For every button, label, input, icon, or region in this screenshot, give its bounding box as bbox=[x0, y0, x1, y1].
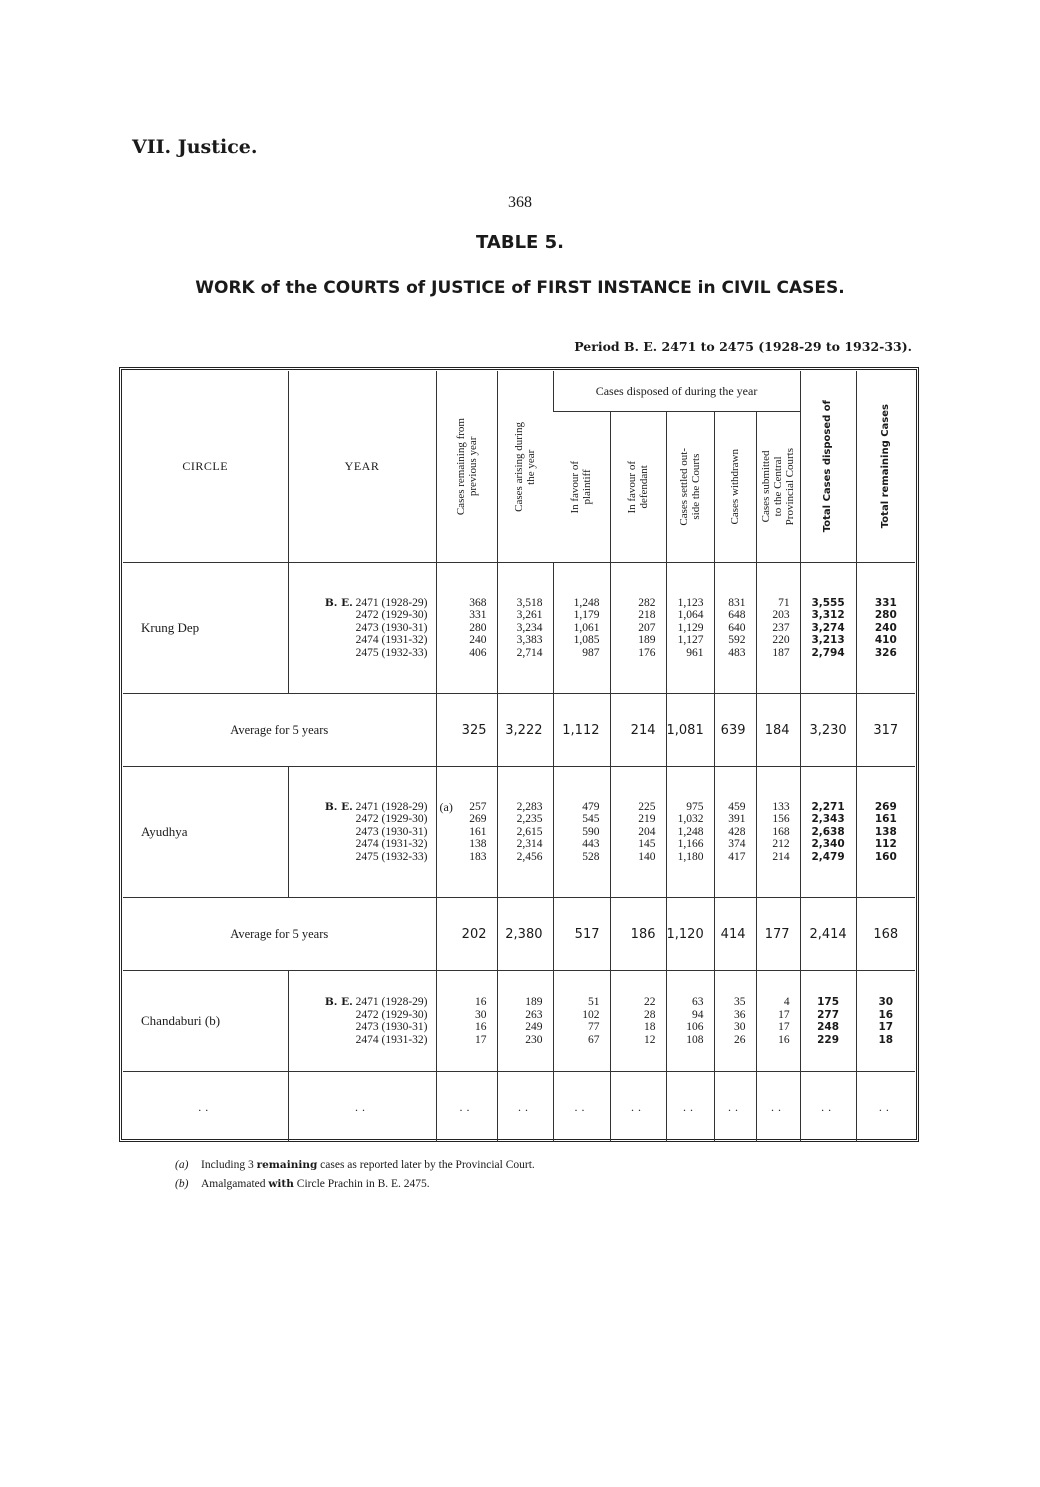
cell-value: 17 bbox=[778, 1021, 790, 1033]
col-arising bbox=[497, 767, 553, 898]
cell-value: 176 bbox=[638, 646, 656, 659]
cell-value: 51 bbox=[588, 996, 600, 1008]
col-submitted bbox=[756, 563, 800, 694]
circle-name: Chandaburi (b) bbox=[141, 1013, 221, 1028]
col-total-disposed bbox=[800, 971, 856, 1072]
cell-value: 2,283 bbox=[516, 800, 543, 813]
average-settled: 1,120 bbox=[666, 898, 714, 971]
cell-value: 1,179 bbox=[573, 609, 600, 622]
cell-value: 2,340 bbox=[811, 838, 845, 851]
header-settled-outside: Cases settled out- side the Courts bbox=[666, 412, 714, 563]
cell-value: 229 bbox=[817, 1033, 840, 1046]
cell-value: 225 bbox=[638, 800, 656, 813]
average-arising: 2,380 bbox=[497, 898, 553, 971]
cell-value: 16 bbox=[878, 1008, 894, 1021]
year-entry bbox=[289, 1034, 428, 1047]
cell-value: 35 bbox=[734, 996, 746, 1008]
average-remaining: 325 bbox=[436, 694, 497, 767]
footnotes bbox=[175, 1156, 535, 1194]
cell-value: 12 bbox=[644, 1033, 656, 1046]
col-defendant bbox=[610, 767, 666, 898]
average-submitted: 184 bbox=[756, 694, 800, 767]
average-row bbox=[123, 694, 915, 767]
year-entry bbox=[289, 996, 428, 1009]
header-remaining-from-previous: Cases remaining from previous year bbox=[436, 371, 497, 563]
empty-cell: .. bbox=[666, 1072, 714, 1143]
header-submitted-central: Cases submitted to the Central Provincial Courts bbox=[756, 412, 800, 563]
col-total-disposed bbox=[800, 767, 856, 898]
cell-value: 17 bbox=[778, 1008, 790, 1021]
cell-value: 18 bbox=[878, 1033, 894, 1046]
average-remaining: 202 bbox=[436, 898, 497, 971]
average-plaintiff: 1,112 bbox=[553, 694, 610, 767]
cell-value: 648 bbox=[728, 609, 746, 622]
cell-value: 280 bbox=[469, 621, 487, 634]
cell-value: 417 bbox=[728, 850, 746, 863]
empty-cell: .. bbox=[856, 1072, 915, 1143]
cell-value: 138 bbox=[469, 838, 487, 851]
year-value: 2473 (1930-31) bbox=[355, 825, 428, 838]
cell-value: 2,235 bbox=[516, 813, 543, 826]
section-heading: VII. Justice. bbox=[132, 136, 258, 158]
cell-value: 269 bbox=[469, 813, 487, 826]
header-disposed-group: Cases disposed of during the year bbox=[553, 371, 800, 412]
cell-value: 391 bbox=[728, 813, 746, 826]
cell-value: 1,061 bbox=[573, 621, 600, 634]
year-value: 2472 (1929-30) bbox=[355, 609, 428, 622]
cell-value: 2,714 bbox=[516, 646, 543, 659]
cell-value: 479 bbox=[582, 800, 600, 813]
cell-value: 1,064 bbox=[677, 609, 704, 622]
empty-row bbox=[123, 1072, 915, 1143]
cell-value: 961 bbox=[686, 646, 704, 659]
cell-value: 2,794 bbox=[811, 646, 845, 659]
cell-value: 3,383 bbox=[516, 634, 543, 647]
average-label: Average for 5 years bbox=[123, 898, 436, 971]
cell-value: 140 bbox=[638, 850, 656, 863]
note-mark: (a) bbox=[439, 799, 453, 814]
cell-value: 428 bbox=[728, 825, 746, 838]
cell-value: 145 bbox=[638, 838, 656, 851]
cell-value: 214 bbox=[772, 850, 790, 863]
circle-row bbox=[123, 971, 915, 1072]
col-total-remaining bbox=[856, 971, 915, 1072]
cell-value: 218 bbox=[638, 609, 656, 622]
col-remaining bbox=[436, 767, 497, 898]
cell-value: 28 bbox=[644, 1008, 656, 1021]
col-arising bbox=[497, 971, 553, 1072]
col-plaintiff bbox=[553, 971, 610, 1072]
cell-value: 1,123 bbox=[677, 596, 704, 609]
cell-value: 406 bbox=[469, 646, 487, 659]
cell-value: 2,615 bbox=[516, 825, 543, 838]
empty-cell: .. bbox=[497, 1072, 553, 1143]
cell-value: 17 bbox=[878, 1021, 894, 1033]
footnote-a: (a) Including 3 remaining cases as reported later by the Provincial Court. bbox=[175, 1156, 535, 1175]
cell-value: 1,129 bbox=[677, 621, 704, 634]
year-entry bbox=[289, 647, 428, 660]
year-value: 2475 (1932-33) bbox=[355, 646, 428, 659]
cell-value: 2,638 bbox=[811, 825, 845, 838]
col-defendant bbox=[610, 971, 666, 1072]
col-total-remaining bbox=[856, 767, 915, 898]
cell-value: 331 bbox=[874, 596, 897, 609]
cell-value: 1,166 bbox=[677, 838, 704, 851]
cell-value: 207 bbox=[638, 621, 656, 634]
cell-value: 368 bbox=[469, 596, 487, 609]
cell-value: 161 bbox=[469, 825, 487, 838]
col-submitted bbox=[756, 971, 800, 1072]
cell-value: 240 bbox=[874, 621, 897, 634]
cell-value: 1,248 bbox=[573, 596, 600, 609]
cell-value: 108 bbox=[686, 1033, 704, 1046]
cell-value: 2,456 bbox=[516, 850, 543, 863]
cell-value: 22 bbox=[644, 996, 656, 1008]
col-total-remaining bbox=[856, 563, 915, 694]
cell-value: 102 bbox=[582, 1008, 600, 1021]
cell-value: 30 bbox=[475, 1008, 487, 1021]
year-entry bbox=[289, 801, 428, 814]
cell-value: 212 bbox=[772, 838, 790, 851]
cell-value: 18 bbox=[644, 1021, 656, 1033]
empty-cell: .. bbox=[123, 1072, 288, 1143]
cell-value: 280 bbox=[874, 609, 897, 622]
average-total-disposed: 2,414 bbox=[800, 898, 856, 971]
cell-value: 257 bbox=[469, 800, 487, 813]
cell-value: 156 bbox=[772, 813, 790, 826]
header-favour-defendant: In favour of defendant bbox=[610, 412, 666, 563]
year-value: 2473 (1930-31) bbox=[355, 621, 428, 634]
cell-value: 640 bbox=[728, 621, 746, 634]
cell-value: 374 bbox=[728, 838, 746, 851]
average-withdrawn: 639 bbox=[714, 694, 756, 767]
cell-value: 331 bbox=[469, 609, 487, 622]
average-submitted: 177 bbox=[756, 898, 800, 971]
page-number: 368 bbox=[508, 194, 532, 211]
cell-value: 168 bbox=[772, 825, 790, 838]
cell-value: 175 bbox=[817, 996, 840, 1008]
average-defendant: 214 bbox=[610, 694, 666, 767]
cell-value: 459 bbox=[728, 800, 746, 813]
empty-cell: .. bbox=[756, 1072, 800, 1143]
footnote-mark: (a) bbox=[175, 1159, 189, 1171]
cell-value: 326 bbox=[874, 646, 897, 659]
cell-value: 230 bbox=[525, 1033, 543, 1046]
empty-cell: .. bbox=[714, 1072, 756, 1143]
header-withdrawn: Cases withdrawn bbox=[714, 412, 756, 563]
year-value: 2474 (1931-32) bbox=[355, 838, 428, 851]
header-year: YEAR bbox=[288, 371, 436, 563]
cell-value: 220 bbox=[772, 634, 790, 647]
cell-value: 112 bbox=[874, 838, 897, 851]
year-entry bbox=[289, 609, 428, 622]
table-body bbox=[123, 563, 915, 1143]
cell-value: 189 bbox=[525, 996, 543, 1008]
col-submitted bbox=[756, 767, 800, 898]
cell-value: 592 bbox=[728, 634, 746, 647]
average-total-remaining: 317 bbox=[856, 694, 915, 767]
cell-value: 3,518 bbox=[516, 596, 543, 609]
col-arising bbox=[497, 563, 553, 694]
year-entry bbox=[289, 1021, 428, 1034]
year-prefix: B. E. bbox=[324, 800, 353, 813]
cell-value: 16 bbox=[475, 1021, 487, 1033]
year-entry bbox=[289, 851, 428, 864]
cell-value: 987 bbox=[582, 646, 600, 659]
header-favour-plaintiff: In favour of plaintiff bbox=[553, 412, 610, 563]
header-total-disposed: Total Cases disposed of bbox=[800, 371, 856, 563]
cell-value: 483 bbox=[728, 646, 746, 659]
empty-cell: .. bbox=[610, 1072, 666, 1143]
cell-value: 94 bbox=[692, 1008, 704, 1021]
cell-value: 1,248 bbox=[677, 825, 704, 838]
table-title: TABLE 5. bbox=[476, 232, 564, 253]
cell-value: 4 bbox=[783, 996, 790, 1008]
year-value: 2472 (1929-30) bbox=[355, 813, 428, 826]
cell-value: 204 bbox=[638, 825, 656, 838]
header-circle: CIRCLE bbox=[123, 371, 288, 563]
circle-row bbox=[123, 563, 915, 694]
cell-value: 71 bbox=[778, 596, 790, 609]
year-entry bbox=[289, 813, 428, 826]
col-withdrawn bbox=[714, 971, 756, 1072]
cell-value: 219 bbox=[638, 813, 656, 826]
year-value: 2471 (1928-29) bbox=[355, 800, 428, 813]
average-withdrawn: 414 bbox=[714, 898, 756, 971]
col-settled bbox=[666, 971, 714, 1072]
average-arising: 3,222 bbox=[497, 694, 553, 767]
cell-value: 16 bbox=[778, 1033, 790, 1046]
empty-cell: .. bbox=[553, 1072, 610, 1143]
average-defendant: 186 bbox=[610, 898, 666, 971]
year-prefix: B. E. bbox=[324, 996, 353, 1008]
cell-value: 831 bbox=[728, 596, 746, 609]
year-value: 2474 (1931-32) bbox=[355, 1033, 428, 1046]
cell-value: 1,032 bbox=[677, 813, 704, 826]
cell-value: 2,479 bbox=[811, 850, 845, 863]
year-value: 2473 (1930-31) bbox=[355, 1021, 428, 1033]
col-plaintiff bbox=[553, 563, 610, 694]
cell-value: 30 bbox=[734, 1021, 746, 1033]
cell-value: 36 bbox=[734, 1008, 746, 1021]
cell-value: 30 bbox=[878, 996, 894, 1008]
cell-value: 77 bbox=[588, 1021, 600, 1033]
year-value: 2472 (1929-30) bbox=[355, 1008, 428, 1021]
circle-name: Krung Dep bbox=[141, 620, 200, 635]
cell-value: 3,213 bbox=[811, 634, 845, 647]
year-entry bbox=[289, 597, 428, 610]
year-value: 2471 (1928-29) bbox=[355, 596, 428, 609]
cell-value: 1,127 bbox=[677, 634, 704, 647]
cell-value: 3,555 bbox=[811, 596, 845, 609]
average-total-remaining: 168 bbox=[856, 898, 915, 971]
cell-value: 545 bbox=[582, 813, 600, 826]
table-subtitle: WORK of the COURTS of JUSTICE of FIRST INSTANCE in CIVIL CASES. bbox=[195, 278, 845, 298]
cell-value: 277 bbox=[817, 1008, 840, 1021]
footnote-mark: (b) bbox=[175, 1178, 189, 1190]
cell-value: 1,085 bbox=[573, 634, 600, 647]
year-value: 2475 (1932-33) bbox=[355, 850, 428, 863]
cell-value: 2,271 bbox=[811, 800, 845, 813]
col-settled bbox=[666, 563, 714, 694]
col-withdrawn bbox=[714, 767, 756, 898]
cell-value: 189 bbox=[638, 634, 656, 647]
cell-value: 3,261 bbox=[516, 609, 543, 622]
cell-value: 443 bbox=[582, 838, 600, 851]
year-entry bbox=[289, 622, 428, 635]
circle-row bbox=[123, 767, 915, 898]
cell-value: 26 bbox=[734, 1033, 746, 1046]
average-settled: 1,081 bbox=[666, 694, 714, 767]
cell-value: 203 bbox=[772, 609, 790, 622]
footnote-b: (b) Amalgamated with Circle Prachin in B. E. 2475. bbox=[175, 1175, 535, 1194]
average-plaintiff: 517 bbox=[553, 898, 610, 971]
cell-value: 269 bbox=[874, 800, 897, 813]
cell-value: 975 bbox=[686, 800, 704, 813]
cell-value: 263 bbox=[525, 1008, 543, 1021]
cell-value: 183 bbox=[469, 850, 487, 863]
empty-cell: .. bbox=[800, 1072, 856, 1143]
year-entry bbox=[289, 826, 428, 839]
cell-value: 133 bbox=[772, 800, 790, 813]
col-defendant bbox=[610, 563, 666, 694]
cell-value: 590 bbox=[582, 825, 600, 838]
period-caption: Period B. E. 2471 to 2475 (1928-29 to 1932-33). bbox=[574, 339, 912, 354]
average-total-disposed: 3,230 bbox=[800, 694, 856, 767]
cell-value: 63 bbox=[692, 996, 704, 1008]
year-value: 2474 (1931-32) bbox=[355, 634, 428, 647]
col-settled bbox=[666, 767, 714, 898]
civil-cases-table bbox=[123, 371, 915, 1142]
cell-value: 106 bbox=[686, 1021, 704, 1033]
cell-value: 16 bbox=[475, 996, 487, 1008]
cell-value: 160 bbox=[874, 850, 897, 863]
cell-value: 1,180 bbox=[677, 850, 704, 863]
col-plaintiff bbox=[553, 767, 610, 898]
cell-value: 67 bbox=[588, 1033, 600, 1046]
cell-value: 282 bbox=[638, 596, 656, 609]
year-entry bbox=[289, 838, 428, 851]
cell-value: 3,274 bbox=[811, 621, 845, 634]
cell-value: 2,343 bbox=[811, 813, 845, 826]
average-row bbox=[123, 898, 915, 971]
header-arising: Cases arising during the year bbox=[497, 371, 553, 563]
cell-value: 138 bbox=[874, 825, 897, 838]
cell-value: 3,234 bbox=[516, 621, 543, 634]
cell-value: 17 bbox=[475, 1033, 487, 1046]
year-value: 2471 (1928-29) bbox=[355, 996, 428, 1008]
cell-value: 2,314 bbox=[516, 838, 543, 851]
year-prefix: B. E. bbox=[324, 596, 353, 609]
empty-cell: .. bbox=[288, 1072, 436, 1143]
header-total-remaining: Total remaining Cases bbox=[856, 371, 915, 563]
year-entry bbox=[289, 1009, 428, 1022]
cell-value: 240 bbox=[469, 634, 487, 647]
col-remaining bbox=[436, 971, 497, 1072]
circle-name: Ayudhya bbox=[141, 824, 188, 839]
col-withdrawn bbox=[714, 563, 756, 694]
cell-value: 528 bbox=[582, 850, 600, 863]
year-entry bbox=[289, 634, 428, 647]
cell-value: 3,312 bbox=[811, 609, 845, 622]
year-list bbox=[288, 971, 436, 1072]
cell-value: 248 bbox=[817, 1021, 840, 1033]
cell-value: 249 bbox=[525, 1021, 543, 1033]
cell-value: 237 bbox=[772, 621, 790, 634]
cell-value: 161 bbox=[874, 813, 897, 826]
col-total-disposed bbox=[800, 563, 856, 694]
empty-cell: .. bbox=[436, 1072, 497, 1143]
cell-value: 410 bbox=[874, 634, 897, 647]
year-list bbox=[288, 767, 436, 898]
cell-value: 187 bbox=[772, 646, 790, 659]
average-label: Average for 5 years bbox=[123, 694, 436, 767]
year-list bbox=[288, 563, 436, 694]
col-remaining bbox=[436, 563, 497, 694]
